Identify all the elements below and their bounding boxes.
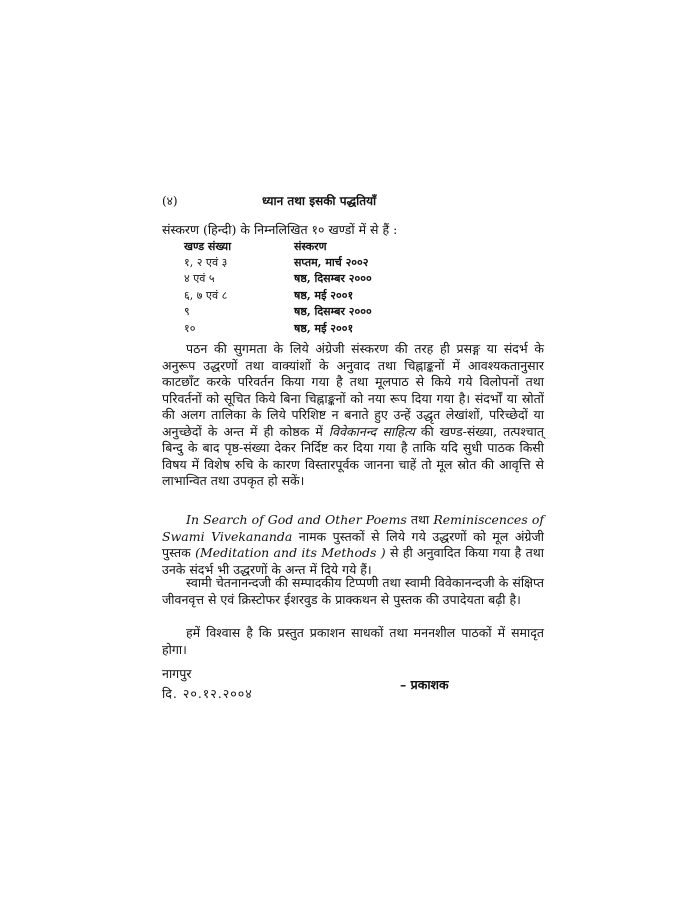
paragraph-text: तथा bbox=[410, 512, 430, 527]
place-of-publication: नागपुर bbox=[162, 666, 192, 681]
publisher-signature: – प्रकाशक bbox=[400, 677, 449, 692]
paragraph-acknowledgements bbox=[162, 575, 544, 608]
edition-cell: षष्ठ, मई २००१ bbox=[294, 321, 354, 335]
table-header-row bbox=[184, 238, 372, 254]
paragraph-closing bbox=[162, 625, 544, 658]
paragraph-source-books bbox=[162, 512, 544, 578]
book-title-poems: In Search of God and Other Poems bbox=[186, 512, 407, 527]
table-row bbox=[184, 254, 372, 271]
volume-number-cell: ६, ७ एवं ८ bbox=[184, 288, 228, 302]
paragraph-text: हमें विश्वास है कि प्रस्तुत प्रकाशन साधकों तथा मननशील पाठकों में समादृत होगा। bbox=[162, 625, 544, 657]
paragraph-citation-method bbox=[162, 341, 544, 490]
intro-line: संस्करण (हिन्दी) के निम्नलिखित १० खण्डों में से हैं : bbox=[162, 222, 398, 237]
paragraph-text: से ही अनुवादित किया गया है तथा उनके संदर्भ भी उद्धरणों के अन्त में दिये गये हैं। bbox=[162, 545, 544, 577]
column-header-volume-number: खण्ड संख्या bbox=[184, 239, 232, 253]
edition-cell: षष्ठ, मई २००१ bbox=[294, 288, 354, 302]
paragraph-text: नामक पुस्तकों से लिये गये उद्धरणों को मूल अंग्रेजी पुस्तक bbox=[162, 528, 544, 560]
volume-number-cell: ९ bbox=[184, 305, 190, 319]
page-number: (४) bbox=[162, 194, 178, 208]
table-row bbox=[184, 287, 372, 304]
column-header-edition: संस्करण bbox=[294, 239, 327, 253]
book-title-reminiscences: Reminiscences of Swami Vivekananda bbox=[162, 512, 544, 544]
edition-cell: षष्ठ, दिसम्बर २००० bbox=[294, 272, 372, 286]
volume-number-cell: १० bbox=[184, 321, 196, 335]
book-title-meditation: (Meditation and its Methods ) bbox=[195, 545, 386, 560]
edition-cell: सप्तम, मार्च २००२ bbox=[294, 255, 369, 269]
paragraph-text: पठन की सुगमता के लिये अंग्रेजी संस्करण की तरह ही प्रसङ्ग या संदर्भ के अनुरूप उद्धरणों तथा वाक्यांशों के अनुवाद तथा चिह्नाङ्कनों में आवश्यकतानुसार काटछाँट करके परिवर्तन किया गया है तथा मूलपाठ से किये गये विलोपनों तथा परिवर्तनों को सूचित किये बिना चिह्नाङ्कनों को नया रूप दिया गया है। संदर्भों या स्रोतों की अलग तालिका के लिये परिशिष्ट न बनाते हुए उन्हें उद्धृत लेखांशों, परिच्छेदों या अनुच्छेदों के अन्त में ही कोष्ठक में bbox=[162, 341, 544, 439]
italic-reference-title: विवेकानन्द साहित्य bbox=[328, 423, 415, 439]
running-title: ध्यान तथा इसकी पद्धतियाँ bbox=[262, 194, 377, 208]
volume-number-cell: ४ एवं ५ bbox=[184, 272, 215, 286]
edition-cell: षष्ठ, दिसम्बर २००० bbox=[294, 305, 372, 319]
publication-date: दि. २०.१२.२००४ bbox=[162, 686, 253, 701]
table-row bbox=[184, 271, 372, 288]
volume-number-cell: १, २ एवं ३ bbox=[184, 255, 228, 269]
paragraph-text: की खण्ड-संख्या, तत्पश्चात् बिन्दु के बाद पृष्ठ-संख्या देकर निर्दिष्ट कर दिया गया है ताकि यदि सुधी पाठक किसी विषय में विशेष रुचि के कारण विस्तारपूर्वक जानना चाहें तो मूल स्रोत की आवृत्ति से लाभान्वित तथा उपकृत हो सकें। bbox=[162, 423, 544, 488]
table-row bbox=[184, 304, 372, 321]
paragraph-text: स्वामी चेतनानन्दजी की सम्पादकीय टिप्पणी तथा स्वामी विवेकानन्दजी के संक्षिप्त जीवनवृत्त से एवं क्रिस्टोफर ईशरवुड के प्राक्कथन से पुस्तक की उपादेयता बढ़ी है। bbox=[162, 575, 544, 607]
volumes-table bbox=[184, 238, 372, 337]
table-row bbox=[184, 320, 372, 337]
page-header bbox=[162, 192, 542, 210]
